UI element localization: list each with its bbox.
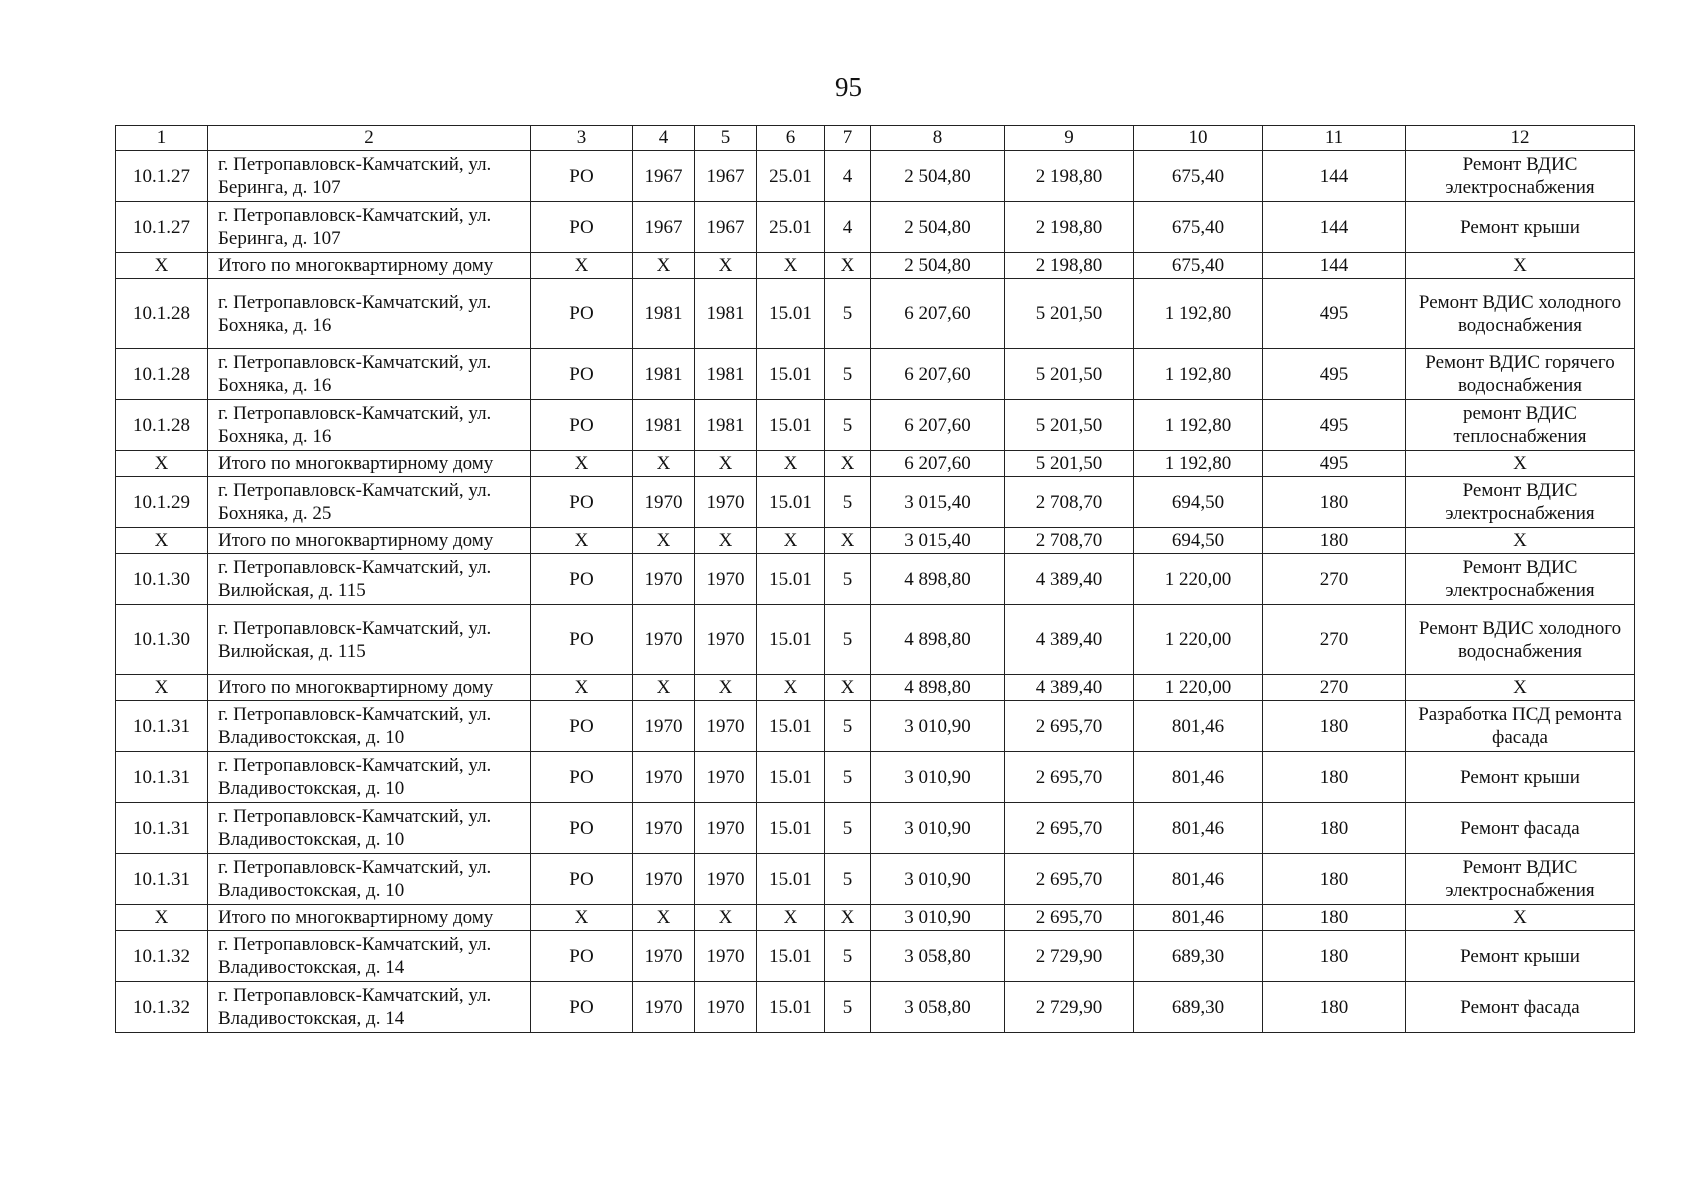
column-header: 1 (116, 126, 208, 151)
cell-residents: 180 (1263, 803, 1406, 854)
column-header: 9 (1005, 126, 1134, 151)
cell-residential-area: 4 389,40 (1005, 605, 1134, 675)
cell-address: г. Петропавловск-Камчатский, ул. Владивостокская, д. 10 (208, 803, 531, 854)
cell-owner-type: РО (531, 477, 633, 528)
cell-owner-type: РО (531, 151, 633, 202)
column-header: 3 (531, 126, 633, 151)
cell-address: г. Петропавловск-Камчатский, ул. Вилюйская, д. 115 (208, 605, 531, 675)
cell-residents: 495 (1263, 349, 1406, 400)
cell-owner-type: РО (531, 279, 633, 349)
table-row (116, 400, 1635, 451)
cell-owner-type: Х (531, 905, 633, 931)
cell-item-number: 10.1.32 (116, 982, 208, 1033)
cell-non-residential-area: 675,40 (1134, 151, 1263, 202)
cell-work-type: Ремонт крыши (1406, 931, 1635, 982)
cell-residents: 495 (1263, 400, 1406, 451)
cell-non-residential-area: 1 220,00 (1134, 605, 1263, 675)
cell-owner-type: РО (531, 701, 633, 752)
cell-owner-type: РО (531, 803, 633, 854)
cell-work-type: Х (1406, 451, 1635, 477)
cell-owner-type: РО (531, 202, 633, 253)
cell-year-built: 1970 (633, 803, 695, 854)
cell-floors: 5 (825, 701, 871, 752)
page-number: 95 (835, 72, 862, 102)
cell-item-number: 10.1.29 (116, 477, 208, 528)
cell-code: Х (757, 451, 825, 477)
cell-residential-area: 2 729,90 (1005, 931, 1134, 982)
cell-year-commissioned: Х (695, 253, 757, 279)
cell-code: Х (757, 905, 825, 931)
cell-work-type: Х (1406, 675, 1635, 701)
cell-year-commissioned: 1970 (695, 605, 757, 675)
cell-floors: Х (825, 528, 871, 554)
cell-year-built: 1970 (633, 982, 695, 1033)
cell-residents: 270 (1263, 605, 1406, 675)
cell-year-built: 1981 (633, 400, 695, 451)
cell-year-built: Х (633, 253, 695, 279)
table-row (116, 202, 1635, 253)
cell-owner-type: РО (531, 349, 633, 400)
cell-total-area: 6 207,60 (871, 349, 1005, 400)
cell-floors: Х (825, 451, 871, 477)
cell-residents: 495 (1263, 451, 1406, 477)
cell-address: г. Петропавловск-Камчатский, ул. Владивостокская, д. 14 (208, 982, 531, 1033)
cell-residents: 270 (1263, 675, 1406, 701)
cell-total-area: 2 504,80 (871, 202, 1005, 253)
cell-item-number: 10.1.28 (116, 400, 208, 451)
cell-item-number: Х (116, 451, 208, 477)
cell-year-built: Х (633, 905, 695, 931)
cell-residential-area: 2 695,70 (1005, 905, 1134, 931)
cell-total-area: 3 058,80 (871, 982, 1005, 1033)
cell-residents: 144 (1263, 202, 1406, 253)
cell-item-number: 10.1.31 (116, 701, 208, 752)
table-row (116, 803, 1635, 854)
cell-code: 15.01 (757, 982, 825, 1033)
cell-year-commissioned: 1981 (695, 349, 757, 400)
cell-owner-type: РО (531, 605, 633, 675)
cell-non-residential-area: 675,40 (1134, 253, 1263, 279)
cell-year-built: 1981 (633, 279, 695, 349)
cell-total-area: 3 015,40 (871, 477, 1005, 528)
cell-total-area: 6 207,60 (871, 400, 1005, 451)
cell-code: 15.01 (757, 349, 825, 400)
cell-total-area: 2 504,80 (871, 253, 1005, 279)
cell-owner-type: РО (531, 752, 633, 803)
cell-item-number: 10.1.32 (116, 931, 208, 982)
cell-residential-area: 5 201,50 (1005, 279, 1134, 349)
cell-year-commissioned: 1970 (695, 752, 757, 803)
cell-floors: 5 (825, 400, 871, 451)
cell-total-area: 4 898,80 (871, 605, 1005, 675)
cell-residential-area: 5 201,50 (1005, 451, 1134, 477)
cell-total-area: 4 898,80 (871, 554, 1005, 605)
cell-year-commissioned: 1970 (695, 982, 757, 1033)
cell-code: 15.01 (757, 400, 825, 451)
cell-item-number: 10.1.31 (116, 803, 208, 854)
column-header: 11 (1263, 126, 1406, 151)
cell-non-residential-area: 801,46 (1134, 905, 1263, 931)
cell-item-number: 10.1.31 (116, 752, 208, 803)
cell-item-number: 10.1.28 (116, 349, 208, 400)
cell-year-built: 1970 (633, 554, 695, 605)
cell-total-area: 6 207,60 (871, 451, 1005, 477)
column-number-row (116, 126, 1635, 151)
cell-total-area: 3 058,80 (871, 931, 1005, 982)
cell-residential-area: 2 695,70 (1005, 701, 1134, 752)
cell-residents: 180 (1263, 477, 1406, 528)
cell-residents: 144 (1263, 151, 1406, 202)
total-row (116, 253, 1635, 279)
cell-floors: Х (825, 253, 871, 279)
cell-floors: 5 (825, 605, 871, 675)
cell-work-type: Ремонт фасада (1406, 803, 1635, 854)
cell-residential-area: 4 389,40 (1005, 554, 1134, 605)
cell-item-number: 10.1.31 (116, 854, 208, 905)
cell-non-residential-area: 801,46 (1134, 854, 1263, 905)
cell-year-commissioned: 1967 (695, 202, 757, 253)
cell-address: г. Петропавловск-Камчатский, ул. Владивостокская, д. 10 (208, 752, 531, 803)
cell-address: г. Петропавловск-Камчатский, ул. Вилюйская, д. 115 (208, 554, 531, 605)
cell-owner-type: РО (531, 554, 633, 605)
cell-code: 15.01 (757, 752, 825, 803)
cell-item-number: Х (116, 253, 208, 279)
cell-item-number: 10.1.30 (116, 554, 208, 605)
cell-non-residential-area: 689,30 (1134, 931, 1263, 982)
total-row (116, 528, 1635, 554)
cell-work-type: Ремонт ВДИС холодного водоснабжения (1406, 605, 1635, 675)
cell-address: Итого по многоквартирному дому (208, 675, 531, 701)
cell-item-number: 10.1.28 (116, 279, 208, 349)
total-row (116, 451, 1635, 477)
cell-floors: 5 (825, 477, 871, 528)
cell-address: г. Петропавловск-Камчатский, ул. Владивостокская, д. 10 (208, 854, 531, 905)
cell-code: 15.01 (757, 803, 825, 854)
table-row (116, 701, 1635, 752)
cell-non-residential-area: 1 192,80 (1134, 349, 1263, 400)
cell-code: 15.01 (757, 279, 825, 349)
cell-floors: 5 (825, 279, 871, 349)
cell-residential-area: 2 198,80 (1005, 151, 1134, 202)
cell-address: Итого по многоквартирному дому (208, 905, 531, 931)
cell-work-type: Ремонт ВДИС горячего водоснабжения (1406, 349, 1635, 400)
cell-floors: 5 (825, 931, 871, 982)
cell-non-residential-area: 1 220,00 (1134, 554, 1263, 605)
cell-code: 25.01 (757, 202, 825, 253)
cell-floors: 4 (825, 202, 871, 253)
cell-year-commissioned: 1981 (695, 279, 757, 349)
cell-year-built: Х (633, 451, 695, 477)
column-header: 7 (825, 126, 871, 151)
cell-residential-area: 2 695,70 (1005, 803, 1134, 854)
table-row (116, 982, 1635, 1033)
cell-total-area: 3 010,90 (871, 701, 1005, 752)
cell-address: г. Петропавловск-Камчатский, ул. Беринга, д. 107 (208, 202, 531, 253)
cell-residents: 495 (1263, 279, 1406, 349)
cell-year-commissioned: Х (695, 528, 757, 554)
cell-year-commissioned: 1970 (695, 554, 757, 605)
cell-residents: 180 (1263, 905, 1406, 931)
cell-address: Итого по многоквартирному дому (208, 451, 531, 477)
cell-owner-type: РО (531, 400, 633, 451)
cell-residents: 180 (1263, 528, 1406, 554)
cell-work-type: Ремонт ВДИС электроснабжения (1406, 854, 1635, 905)
cell-year-commissioned: Х (695, 451, 757, 477)
cell-floors: 5 (825, 349, 871, 400)
cell-work-type: Ремонт крыши (1406, 202, 1635, 253)
cell-work-type: Х (1406, 528, 1635, 554)
total-row (116, 905, 1635, 931)
cell-residents: 180 (1263, 854, 1406, 905)
cell-year-commissioned: 1970 (695, 931, 757, 982)
cell-total-area: 4 898,80 (871, 675, 1005, 701)
table-row (116, 151, 1635, 202)
cell-floors: 5 (825, 752, 871, 803)
cell-year-commissioned: Х (695, 675, 757, 701)
cell-non-residential-area: 801,46 (1134, 701, 1263, 752)
cell-year-built: 1970 (633, 605, 695, 675)
cell-work-type: Ремонт крыши (1406, 752, 1635, 803)
cell-total-area: 3 010,90 (871, 752, 1005, 803)
cell-floors: 5 (825, 854, 871, 905)
cell-code: 15.01 (757, 701, 825, 752)
cell-residential-area: 2 695,70 (1005, 752, 1134, 803)
column-header: 6 (757, 126, 825, 151)
cell-address: г. Петропавловск-Камчатский, ул. Беринга, д. 107 (208, 151, 531, 202)
cell-item-number: 10.1.27 (116, 151, 208, 202)
cell-item-number: Х (116, 675, 208, 701)
table-row (116, 554, 1635, 605)
cell-year-built: 1970 (633, 701, 695, 752)
cell-owner-type: Х (531, 253, 633, 279)
cell-work-type: ремонт ВДИС теплоснабжения (1406, 400, 1635, 451)
cell-year-commissioned: 1967 (695, 151, 757, 202)
cell-item-number: Х (116, 905, 208, 931)
cell-year-commissioned: 1970 (695, 477, 757, 528)
cell-work-type: Х (1406, 253, 1635, 279)
table-body (116, 126, 1635, 1033)
cell-non-residential-area: 801,46 (1134, 803, 1263, 854)
cell-code: 15.01 (757, 854, 825, 905)
table-row (116, 752, 1635, 803)
cell-residents: 144 (1263, 253, 1406, 279)
cell-non-residential-area: 675,40 (1134, 202, 1263, 253)
cell-residents: 180 (1263, 752, 1406, 803)
cell-work-type: Ремонт ВДИС электроснабжения (1406, 151, 1635, 202)
cell-floors: Х (825, 905, 871, 931)
cell-year-built: 1967 (633, 202, 695, 253)
cell-residential-area: 2 695,70 (1005, 854, 1134, 905)
cell-work-type: Ремонт ВДИС холодного водоснабжения (1406, 279, 1635, 349)
cell-residents: 180 (1263, 982, 1406, 1033)
cell-residential-area: 2 198,80 (1005, 202, 1134, 253)
cell-total-area: 6 207,60 (871, 279, 1005, 349)
column-header: 10 (1134, 126, 1263, 151)
cell-non-residential-area: 801,46 (1134, 752, 1263, 803)
cell-total-area: 3 010,90 (871, 803, 1005, 854)
cell-residents: 270 (1263, 554, 1406, 605)
cell-non-residential-area: 689,30 (1134, 982, 1263, 1033)
cell-total-area: 2 504,80 (871, 151, 1005, 202)
cell-year-built: Х (633, 675, 695, 701)
cell-residential-area: 4 389,40 (1005, 675, 1134, 701)
cell-owner-type: Х (531, 451, 633, 477)
cell-non-residential-area: 694,50 (1134, 528, 1263, 554)
cell-non-residential-area: 1 192,80 (1134, 451, 1263, 477)
cell-non-residential-area: 1 220,00 (1134, 675, 1263, 701)
table-row (116, 477, 1635, 528)
cell-owner-type: РО (531, 931, 633, 982)
cell-owner-type: РО (531, 854, 633, 905)
table-row (116, 605, 1635, 675)
cell-year-built: 1970 (633, 752, 695, 803)
cell-year-commissioned: 1981 (695, 400, 757, 451)
cell-year-built: 1970 (633, 854, 695, 905)
cell-year-built: 1970 (633, 931, 695, 982)
cell-address: г. Петропавловск-Камчатский, ул. Бохняка, д. 16 (208, 400, 531, 451)
cell-residents: 180 (1263, 701, 1406, 752)
cell-owner-type: Х (531, 528, 633, 554)
cell-item-number: 10.1.30 (116, 605, 208, 675)
cell-year-commissioned: Х (695, 905, 757, 931)
cell-residential-area: 5 201,50 (1005, 400, 1134, 451)
cell-code: Х (757, 675, 825, 701)
column-header: 2 (208, 126, 531, 151)
cell-code: 15.01 (757, 554, 825, 605)
cell-year-built: 1981 (633, 349, 695, 400)
cell-code: 15.01 (757, 931, 825, 982)
cell-floors: 5 (825, 803, 871, 854)
cell-address: г. Петропавловск-Камчатский, ул. Бохняка, д. 25 (208, 477, 531, 528)
cell-owner-type: РО (531, 982, 633, 1033)
cell-code: Х (757, 528, 825, 554)
cell-item-number: 10.1.27 (116, 202, 208, 253)
cell-address: Итого по многоквартирному дому (208, 528, 531, 554)
cell-address: Итого по многоквартирному дому (208, 253, 531, 279)
cell-residential-area: 2 729,90 (1005, 982, 1134, 1033)
cell-work-type: Х (1406, 905, 1635, 931)
cell-non-residential-area: 1 192,80 (1134, 279, 1263, 349)
table-row (116, 349, 1635, 400)
cell-residential-area: 2 198,80 (1005, 253, 1134, 279)
cell-floors: 5 (825, 554, 871, 605)
cell-code: 15.01 (757, 605, 825, 675)
cell-work-type: Ремонт ВДИС электроснабжения (1406, 554, 1635, 605)
cell-year-commissioned: 1970 (695, 701, 757, 752)
table-row (116, 931, 1635, 982)
cell-residential-area: 2 708,70 (1005, 477, 1134, 528)
column-header: 8 (871, 126, 1005, 151)
cell-owner-type: Х (531, 675, 633, 701)
cell-floors: 4 (825, 151, 871, 202)
cell-year-built: Х (633, 528, 695, 554)
cell-non-residential-area: 694,50 (1134, 477, 1263, 528)
cell-address: г. Петропавловск-Камчатский, ул. Владивостокская, д. 14 (208, 931, 531, 982)
cell-address: г. Петропавловск-Камчатский, ул. Бохняка, д. 16 (208, 349, 531, 400)
cell-total-area: 3 015,40 (871, 528, 1005, 554)
cell-work-type: Ремонт ВДИС электроснабжения (1406, 477, 1635, 528)
cell-code: 15.01 (757, 477, 825, 528)
cell-code: 25.01 (757, 151, 825, 202)
column-header: 5 (695, 126, 757, 151)
cell-residential-area: 5 201,50 (1005, 349, 1134, 400)
cell-item-number: Х (116, 528, 208, 554)
cell-year-built: 1970 (633, 477, 695, 528)
cell-non-residential-area: 1 192,80 (1134, 400, 1263, 451)
cell-total-area: 3 010,90 (871, 905, 1005, 931)
column-header: 4 (633, 126, 695, 151)
cell-code: Х (757, 253, 825, 279)
cell-work-type: Ремонт фасада (1406, 982, 1635, 1033)
cell-year-built: 1967 (633, 151, 695, 202)
cell-address: г. Петропавловск-Камчатский, ул. Бохняка, д. 16 (208, 279, 531, 349)
cell-floors: Х (825, 675, 871, 701)
table-row (116, 854, 1635, 905)
total-row (116, 675, 1635, 701)
cell-residential-area: 2 708,70 (1005, 528, 1134, 554)
cell-year-commissioned: 1970 (695, 803, 757, 854)
cell-residents: 180 (1263, 931, 1406, 982)
register-table (115, 125, 1635, 1033)
column-header: 12 (1406, 126, 1635, 151)
cell-address: г. Петропавловск-Камчатский, ул. Владивостокская, д. 10 (208, 701, 531, 752)
table-row (116, 279, 1635, 349)
cell-floors: 5 (825, 982, 871, 1033)
cell-year-commissioned: 1970 (695, 854, 757, 905)
cell-total-area: 3 010,90 (871, 854, 1005, 905)
cell-work-type: Разработка ПСД ремонта фасада (1406, 701, 1635, 752)
